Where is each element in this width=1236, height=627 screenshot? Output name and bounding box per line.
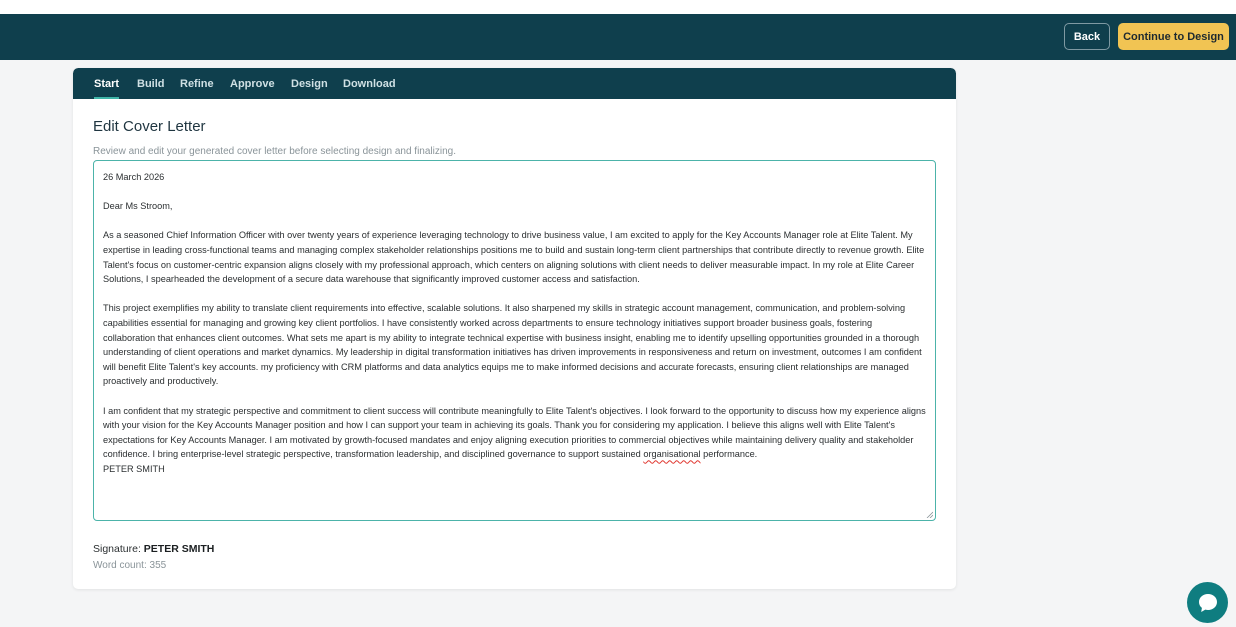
misspelled-word: organisational (643, 449, 701, 460)
browser-top-strip (0, 0, 1236, 14)
resize-handle-icon[interactable] (926, 511, 933, 518)
tab-design[interactable]: Design (291, 78, 328, 90)
step-tabs (73, 68, 956, 99)
signature-label: Signature: (93, 543, 144, 555)
letter-paragraph-1: As a seasoned Chief Information Officer with over twenty years of experience leveraging technology to drive business value, I am excited to apply for the Key Accounts Manager role at Elite Talent. My expertise in leading cross-functional teams and managing complex stakeholder relationships positions me to build and sustain long-term client partnerships that contribute directly to revenue growth. Elite Talent's focus on customer-centric expansion aligns closely with my professional approach, which centers on aligning solutions with client needs to deliver measurable impact. In my role at Elite Career Solutions, I spearheaded the development of a secure data warehouse that significantly improved customer access and satisfaction. (103, 230, 925, 285)
signature-summary (93, 543, 214, 555)
tab-download[interactable]: Download (343, 78, 396, 90)
tab-approve[interactable]: Approve (230, 78, 275, 90)
paragraph-3-text: I am confident that my strategic perspective and commitment to client success will contribute meaningfully to Elite Talent's objectives. I look forward to the opportunity to discuss how my experience aligns with your vision for the Key Accounts Manager position and how I can support your team in achieving its goals. Thank you for considering my application. I believe this aligns well with Elite Talent's expectations for Key Accounts Manager. I am motivated by growth-focused mandates and enjoy aligning execution priorities to commercial objectives while maintaining delivery quality and stakeholder confidence. I bring enterprise-level strategic perspective, transformation leadership, and disciplined governance to support sustained (103, 405, 926, 460)
continue-to-design-button[interactable]: Continue to Design (1118, 23, 1229, 50)
letter-paragraph-3 (103, 404, 926, 462)
editor-card (73, 68, 956, 589)
chat-launcher-button[interactable] (1187, 582, 1228, 623)
word-count: Word count: 355 (93, 560, 167, 571)
letter-date: 26 March 2026 (103, 172, 165, 182)
page-subtitle: Review and edit your generated cover letter before selecting design and finalizing. (93, 146, 456, 157)
tab-start[interactable]: Start (94, 68, 119, 99)
app-header (0, 14, 1236, 60)
cover-letter-textarea[interactable] (93, 160, 936, 521)
signature-value: PETER SMITH (143, 543, 215, 555)
tab-refine[interactable]: Refine (180, 78, 214, 90)
page-title: Edit Cover Letter (93, 118, 206, 135)
letter-paragraph-2: This project exemplifies my ability to translate client requirements into effective, scalable solutions. It also sharpened my skills in strategic account management, communication, and problem-solving capabilities essential for managing and growing key client portfolios. I have consistently worked across departments to ensure technology initiatives support broader business goals, fostering collaboration that enhances client outcomes. What sets me apart is my ability to integrate technical expertise with business insight, enabling me to identify upselling opportunities grounded in a thorough understanding of client operations and market dynamics. My leadership in digital transformation initiatives has driven improvements in responsiveness and return on investment, outcomes I am confident will benefit Elite Talent's key accounts. my proficiency with CRM platforms and data analytics equips me to make informed decisions and accurate forecasts, ensuring client relationships are managed proactively and productively. (103, 303, 922, 387)
tab-build[interactable]: Build (137, 78, 165, 90)
letter-greeting: Dear Ms Stroom, (103, 201, 173, 212)
chat-bubble-icon (1197, 592, 1219, 614)
letter-signature-name: PETER SMITH (103, 463, 165, 474)
back-button[interactable]: Back (1064, 23, 1110, 50)
paragraph-3-end: performance. (700, 449, 758, 460)
